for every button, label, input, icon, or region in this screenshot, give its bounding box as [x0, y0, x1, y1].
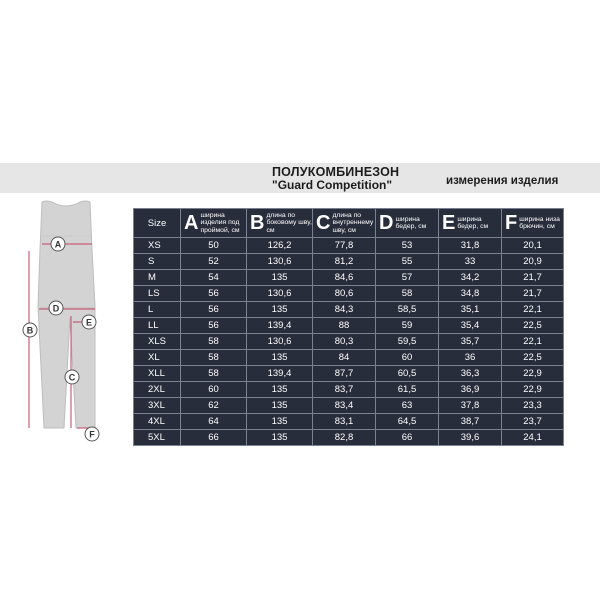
value-cell: 135 — [247, 414, 313, 430]
garment-figure — [16, 196, 134, 446]
value-cell: 58 — [376, 286, 439, 302]
value-cell: 135 — [247, 302, 313, 318]
column-header-b — [247, 209, 313, 238]
value-cell: 39,6 — [439, 430, 502, 446]
value-cell: 24,1 — [502, 430, 564, 446]
marker-d — [49, 301, 63, 315]
size-cell: XLL — [134, 366, 181, 382]
size-column-header: Size — [134, 209, 181, 238]
table-row — [134, 286, 564, 302]
value-cell: 20,9 — [502, 254, 564, 270]
value-cell: 22,9 — [502, 366, 564, 382]
marker-a — [51, 237, 65, 251]
value-cell: 20,1 — [502, 238, 564, 254]
size-cell: XL — [134, 350, 181, 366]
column-description: длина по боковому шву, см — [266, 212, 312, 234]
table-body — [134, 238, 564, 446]
column-description: ширина бедер, см — [395, 215, 427, 230]
value-cell: 87,7 — [313, 366, 376, 382]
value-cell: 55 — [376, 254, 439, 270]
table-row — [134, 382, 564, 398]
table-row — [134, 366, 564, 382]
value-cell: 36,9 — [439, 382, 502, 398]
value-cell: 135 — [247, 430, 313, 446]
value-cell: 23,3 — [502, 398, 564, 414]
size-cell: L — [134, 302, 181, 318]
value-cell: 31,8 — [439, 238, 502, 254]
marker-b — [23, 323, 37, 337]
value-cell: 83,1 — [313, 414, 376, 430]
value-cell: 80,3 — [313, 334, 376, 350]
value-cell: 58 — [181, 366, 247, 382]
value-cell: 22,9 — [502, 382, 564, 398]
value-cell: 34,8 — [439, 286, 502, 302]
value-cell: 66 — [376, 430, 439, 446]
size-cell: XS — [134, 238, 181, 254]
size-cell: 2XL — [134, 382, 181, 398]
value-cell: 22,1 — [502, 334, 564, 350]
table-row — [134, 430, 564, 446]
value-cell: 130,6 — [247, 254, 313, 270]
table-header-row — [134, 209, 564, 238]
value-cell: 58 — [181, 334, 247, 350]
marker-c — [65, 370, 79, 384]
size-cell: 4XL — [134, 414, 181, 430]
value-cell: 126,2 — [247, 238, 313, 254]
size-cell: LL — [134, 318, 181, 334]
value-cell: 63 — [376, 398, 439, 414]
value-cell: 83,4 — [313, 398, 376, 414]
garment-silhouette — [38, 201, 95, 428]
value-cell: 62 — [181, 398, 247, 414]
value-cell: 135 — [247, 382, 313, 398]
column-letter: F — [505, 212, 518, 234]
column-description: ширина бедер, см — [457, 215, 489, 230]
value-cell: 52 — [181, 254, 247, 270]
value-cell: 36 — [439, 350, 502, 366]
value-cell: 33 — [439, 254, 502, 270]
marker-f-label: F — [89, 429, 95, 440]
measurements-label: измерения изделия — [446, 175, 559, 187]
size-cell: S — [134, 254, 181, 270]
model-name: "Guard Competition" — [272, 178, 393, 192]
value-cell: 38,7 — [439, 414, 502, 430]
column-letter: B — [250, 211, 265, 234]
table-row — [134, 414, 564, 430]
table-row — [134, 270, 564, 286]
value-cell: 135 — [247, 270, 313, 286]
value-cell: 22,5 — [502, 350, 564, 366]
value-cell: 84,6 — [313, 270, 376, 286]
value-cell: 64,5 — [376, 414, 439, 430]
value-cell: 35,1 — [439, 302, 502, 318]
value-cell: 60,5 — [376, 366, 439, 382]
value-cell: 139,4 — [247, 318, 313, 334]
table-row — [134, 302, 564, 318]
value-cell: 60 — [376, 350, 439, 366]
value-cell: 54 — [181, 270, 247, 286]
value-cell: 50 — [181, 238, 247, 254]
value-cell: 34,2 — [439, 270, 502, 286]
value-cell: 139,4 — [247, 366, 313, 382]
marker-d-label: D — [52, 303, 60, 314]
value-cell: 61,5 — [376, 382, 439, 398]
column-header-c — [313, 209, 376, 238]
marker-e-label: E — [85, 317, 93, 328]
value-cell: 80,6 — [313, 286, 376, 302]
table-row — [134, 398, 564, 414]
column-letter: A — [184, 211, 199, 234]
size-cell: 5XL — [134, 430, 181, 446]
column-header-d — [376, 209, 439, 238]
value-cell: 58 — [181, 350, 247, 366]
value-cell: 56 — [181, 302, 247, 318]
value-cell: 130,6 — [247, 334, 313, 350]
value-cell: 84 — [313, 350, 376, 366]
table-row — [134, 350, 564, 366]
value-cell: 36,3 — [439, 366, 502, 382]
table-row — [134, 238, 564, 254]
value-cell: 130,6 — [247, 286, 313, 302]
value-cell: 59,5 — [376, 334, 439, 350]
marker-f — [85, 427, 99, 441]
value-cell: 59 — [376, 318, 439, 334]
value-cell: 22,5 — [502, 318, 564, 334]
column-letter: D — [379, 212, 394, 234]
marker-a-label: A — [54, 239, 62, 250]
value-cell: 56 — [181, 286, 247, 302]
value-cell: 82,8 — [313, 430, 376, 446]
column-description: ширина низа брючин, см — [519, 215, 560, 230]
value-cell: 135 — [247, 350, 313, 366]
value-cell: 21,7 — [502, 270, 564, 286]
value-cell: 66 — [181, 430, 247, 446]
column-description: длина по внутреннему шву, см — [332, 212, 374, 234]
value-cell: 88 — [313, 318, 376, 334]
size-cell: XLS — [134, 334, 181, 350]
column-letter: E — [442, 212, 456, 234]
page-title: ПОЛУКОМБИНЕЗОН — [272, 165, 400, 179]
marker-c-label: C — [68, 372, 76, 383]
table-row — [134, 318, 564, 334]
value-cell: 37,8 — [439, 398, 502, 414]
value-cell: 83,7 — [313, 382, 376, 398]
marker-b-label: B — [26, 325, 34, 336]
column-description: ширина изделия под проймой, см — [200, 212, 240, 234]
column-header-e — [439, 209, 502, 238]
value-cell: 21,7 — [502, 286, 564, 302]
value-cell: 35,4 — [439, 318, 502, 334]
value-cell: 57 — [376, 270, 439, 286]
value-cell: 56 — [181, 318, 247, 334]
column-letter: C — [316, 211, 331, 234]
value-cell: 53 — [376, 238, 439, 254]
value-cell: 22,1 — [502, 302, 564, 318]
value-cell: 35,7 — [439, 334, 502, 350]
column-header-a — [181, 209, 247, 238]
marker-e — [82, 315, 96, 329]
value-cell: 81,2 — [313, 254, 376, 270]
value-cell: 23,7 — [502, 414, 564, 430]
title-block — [272, 166, 399, 192]
size-cell: M — [134, 270, 181, 286]
table-row — [134, 254, 564, 270]
value-cell: 84,3 — [313, 302, 376, 318]
value-cell: 135 — [247, 398, 313, 414]
table-row — [134, 334, 564, 350]
value-cell: 60 — [181, 382, 247, 398]
size-table — [133, 208, 564, 446]
value-cell: 64 — [181, 414, 247, 430]
size-cell: 3XL — [134, 398, 181, 414]
value-cell: 77,8 — [313, 238, 376, 254]
size-cell: LS — [134, 286, 181, 302]
column-header-f — [502, 209, 564, 238]
value-cell: 58,5 — [376, 302, 439, 318]
